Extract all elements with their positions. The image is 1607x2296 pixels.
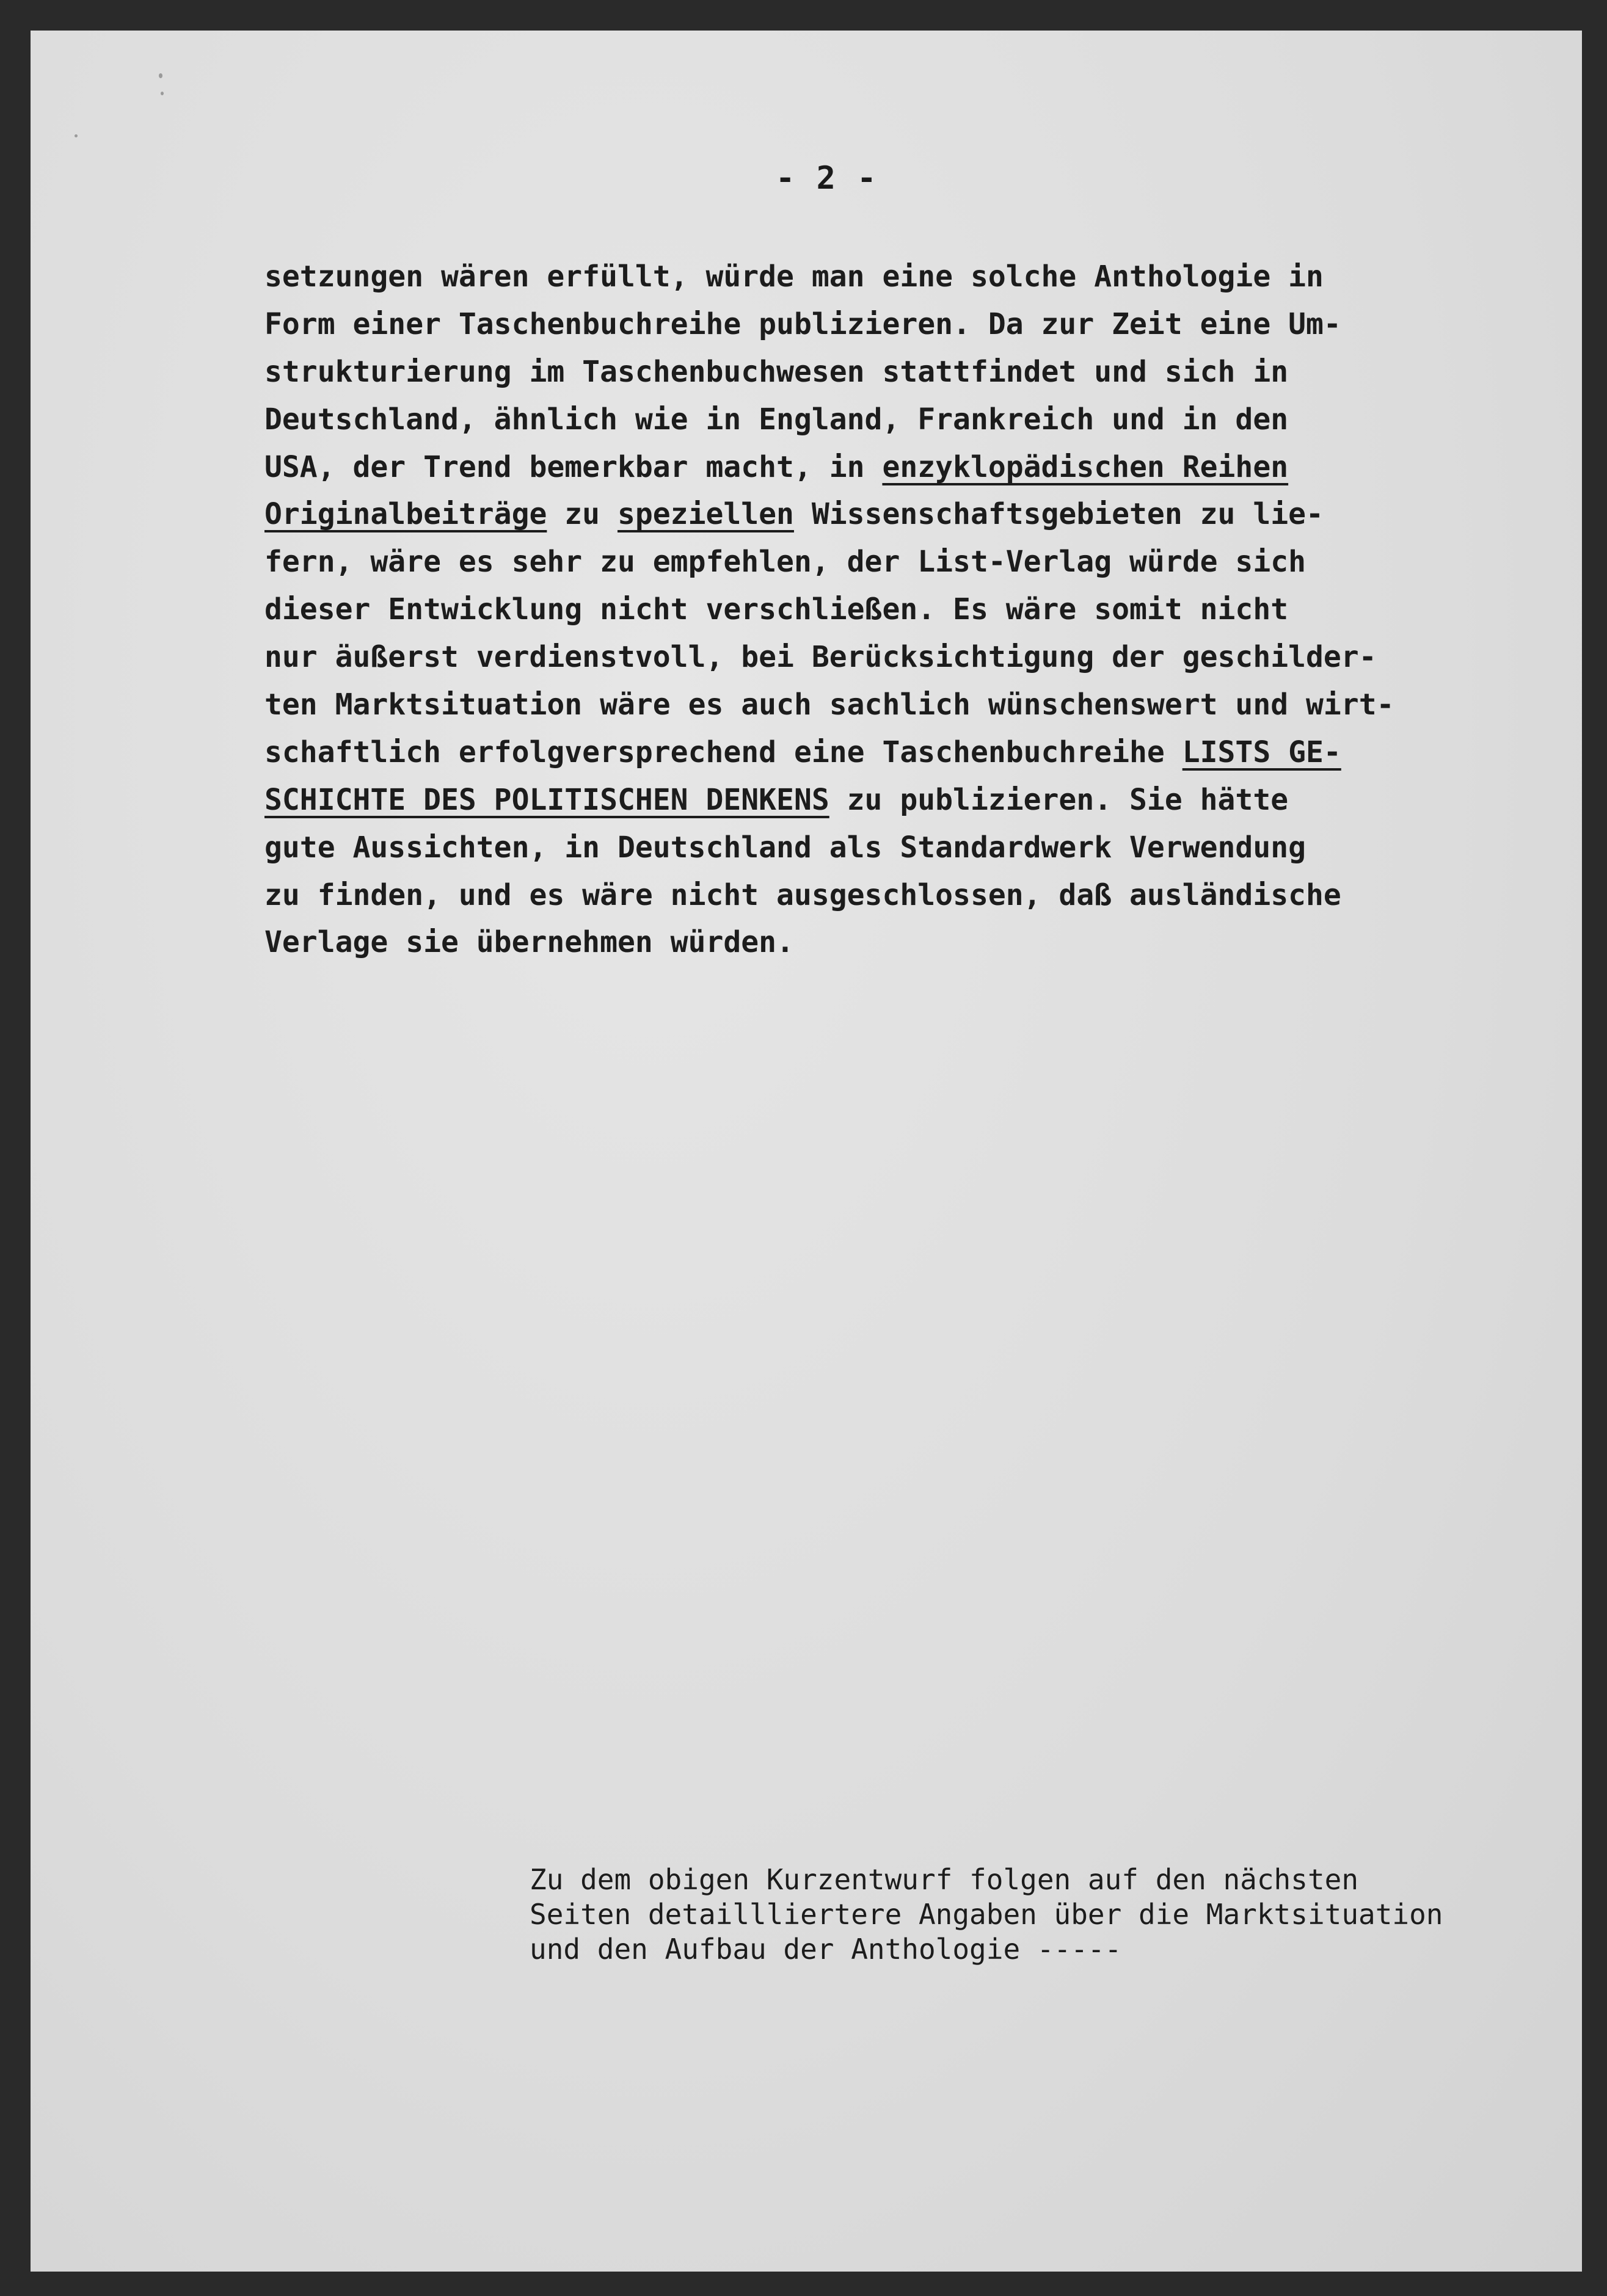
paper-speck (159, 73, 162, 78)
text-line: ten Marktsituation wäre es auch sachlich wünschenswert und wirt- (264, 688, 1394, 722)
note-line: Seiten detaillliertere Angaben über die Marktsituation (530, 1898, 1443, 1931)
text-segment: zu (547, 497, 618, 532)
text-line: Verlage sie übernehmen würden. (264, 925, 794, 960)
note-line: und den Aufbau der Anthologie ----- (530, 1933, 1122, 1966)
text-line (264, 444, 1517, 492)
text-line: Deutschland, ähnlich wie in England, Frankreich und in den (264, 402, 1289, 437)
paper-speck (161, 92, 164, 95)
text-segment: zu publizieren. Sie hätte (829, 782, 1289, 817)
text-line: gute Aussichten, in Deutschland als Standardwerk Verwendung (264, 830, 1306, 865)
underlined-phrase: enzyklopädischen Reihen (882, 449, 1289, 484)
body-paragraph (264, 253, 1517, 967)
text-line: strukturierung im Taschenbuchwesen stattfindet und sich in (264, 354, 1289, 389)
page-number: - 2 - (776, 160, 878, 197)
text-line: fern, wäre es sehr zu empfehlen, der List-Verlag würde sich (264, 545, 1306, 579)
underlined-title: SCHICHTE DES POLITISCHEN DENKENS (264, 782, 829, 817)
text-segment: USA, der Trend bemerkbar macht, in (264, 449, 883, 484)
text-segment: Wissenschaftsgebieten zu lie- (793, 497, 1324, 532)
text-segment: schaftlich erfolgversprechend eine Taschenbuchreihe (264, 735, 1182, 769)
text-line: dieser Entwicklung nicht verschließen. Es wäre somit nicht (264, 592, 1289, 627)
closing-note (530, 1862, 1568, 1967)
text-line (264, 729, 1517, 777)
text-line (264, 491, 1517, 539)
paper-sheet (31, 31, 1582, 2272)
underlined-title: LISTS GE- (1182, 735, 1341, 769)
text-line (264, 777, 1517, 824)
note-line: Zu dem obigen Kurzentwurf folgen auf den nächsten (530, 1863, 1359, 1896)
text-line: nur äußerst verdienstvoll, bei Berücksichtigung der geschilder- (264, 640, 1377, 675)
text-line: setzungen wären erfüllt, würde man eine solche Anthologie in (264, 260, 1324, 294)
paper-speck (75, 134, 78, 137)
text-line: zu finden, und es wäre nicht ausgeschlossen, daß ausländische (264, 877, 1341, 912)
underlined-phrase: Originalbeiträge (264, 497, 547, 532)
text-line: Form einer Taschenbuchreihe publizieren. Da zur Zeit eine Um- (264, 307, 1341, 341)
underlined-phrase: speziellen (617, 497, 794, 532)
